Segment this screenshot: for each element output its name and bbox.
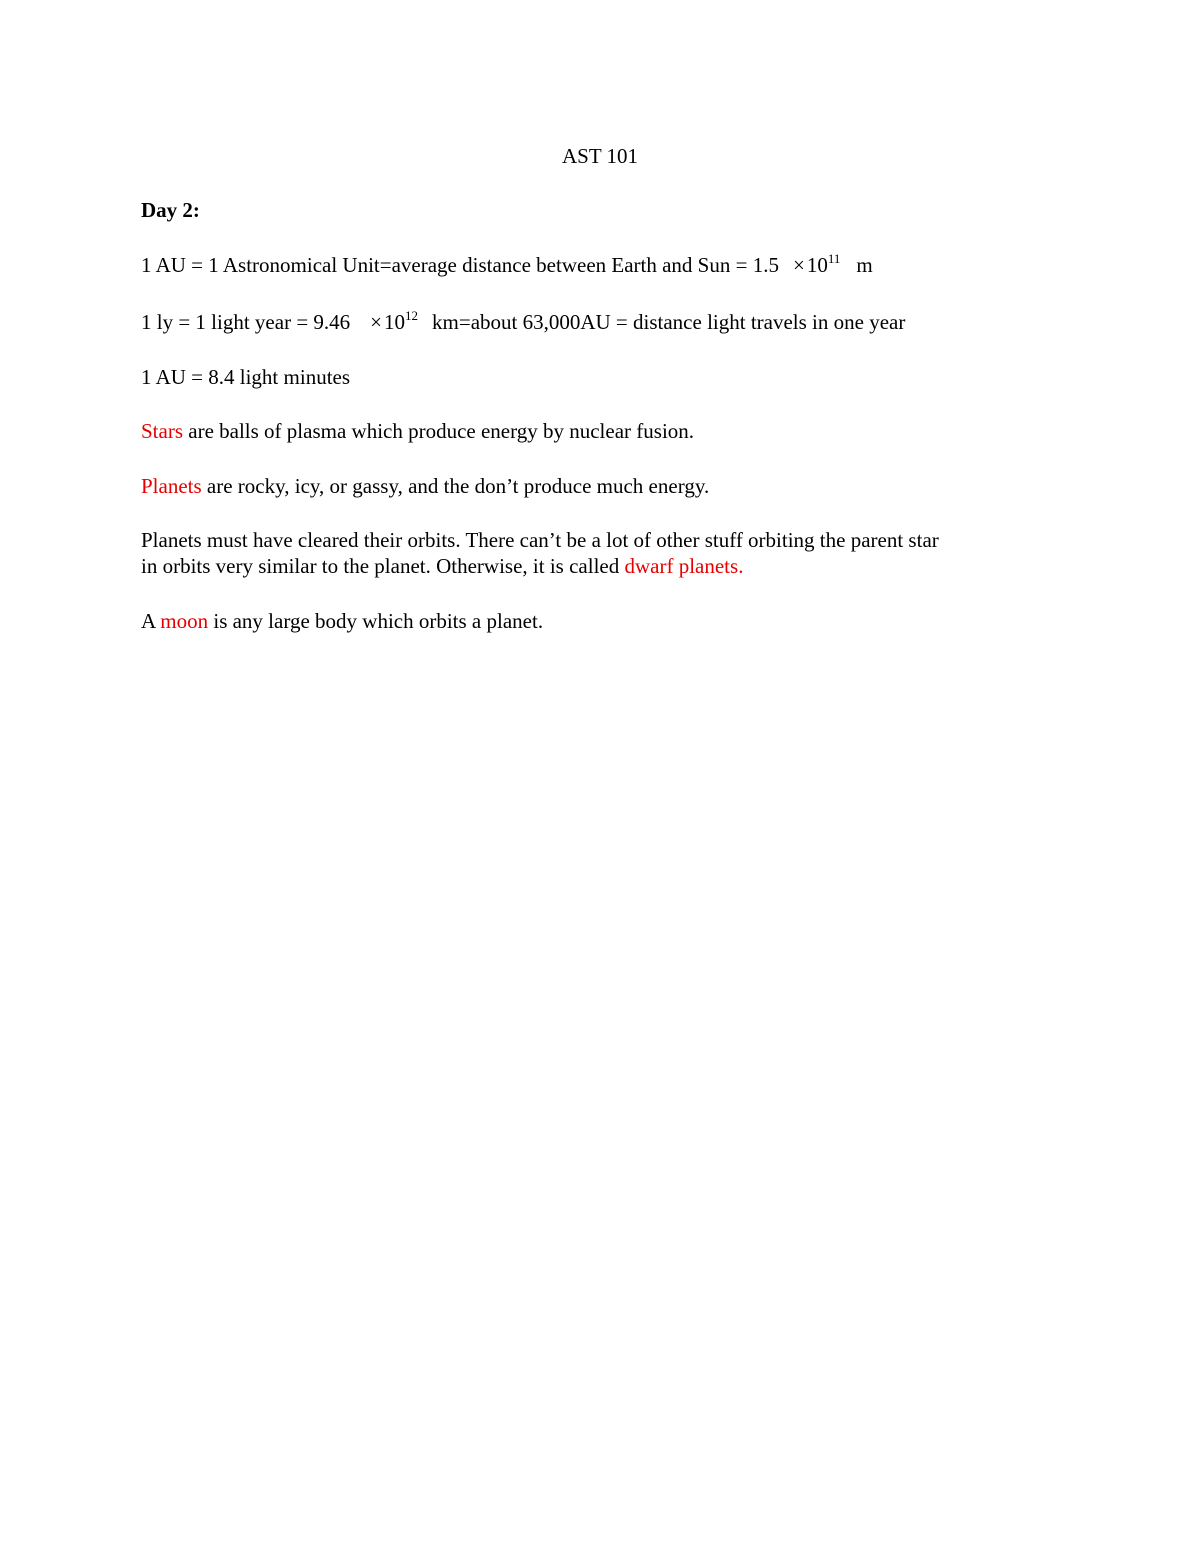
ly-rest: km=about 63,000AU = distance light travels in one year bbox=[432, 310, 906, 334]
au-base: 10 bbox=[806, 253, 828, 277]
orbits-line-2-text: in orbits very similar to the planet. Otherwise, it is called bbox=[141, 554, 625, 578]
au-unit: m bbox=[856, 253, 873, 277]
ly-base: 10 bbox=[384, 310, 406, 334]
light-year-definition bbox=[141, 309, 905, 335]
page-title: AST 101 bbox=[561, 144, 639, 168]
section-heading: Day 2: bbox=[141, 198, 200, 222]
planets-term: Planets bbox=[141, 474, 202, 498]
stars-term: Stars bbox=[141, 419, 183, 443]
au-definition bbox=[141, 252, 873, 278]
moon-term: moon bbox=[160, 609, 209, 633]
au-definition-text: 1 AU = 1 Astronomical Unit=average distance between Earth and Sun = 1.5 bbox=[141, 253, 779, 277]
dwarf-planets-term: dwarf planets. bbox=[624, 554, 744, 578]
times-symbol: × bbox=[370, 310, 383, 334]
ly-exponent: 12 bbox=[405, 308, 419, 323]
moon-text: is any large body which orbits a planet. bbox=[208, 609, 544, 633]
times-symbol: × bbox=[792, 253, 805, 277]
au-exponent: 11 bbox=[827, 251, 841, 266]
stars-paragraph bbox=[141, 418, 694, 444]
stars-text: are balls of plasma which produce energy by nuclear fusion. bbox=[183, 419, 695, 443]
orbits-line-2 bbox=[141, 553, 743, 579]
planets-text: are rocky, icy, or gassy, and the don’t produce much energy. bbox=[201, 474, 710, 498]
planets-paragraph bbox=[141, 473, 709, 499]
ly-definition-text: 1 ly = 1 light year = 9.46 bbox=[141, 310, 351, 334]
au-light-minutes: 1 AU = 8.4 light minutes bbox=[141, 365, 351, 389]
moon-paragraph bbox=[141, 608, 543, 634]
moon-text-before: A bbox=[141, 609, 161, 633]
orbits-line-1: Planets must have cleared their orbits. There can’t be a lot of other stuff orbiting the parent star bbox=[141, 528, 939, 552]
